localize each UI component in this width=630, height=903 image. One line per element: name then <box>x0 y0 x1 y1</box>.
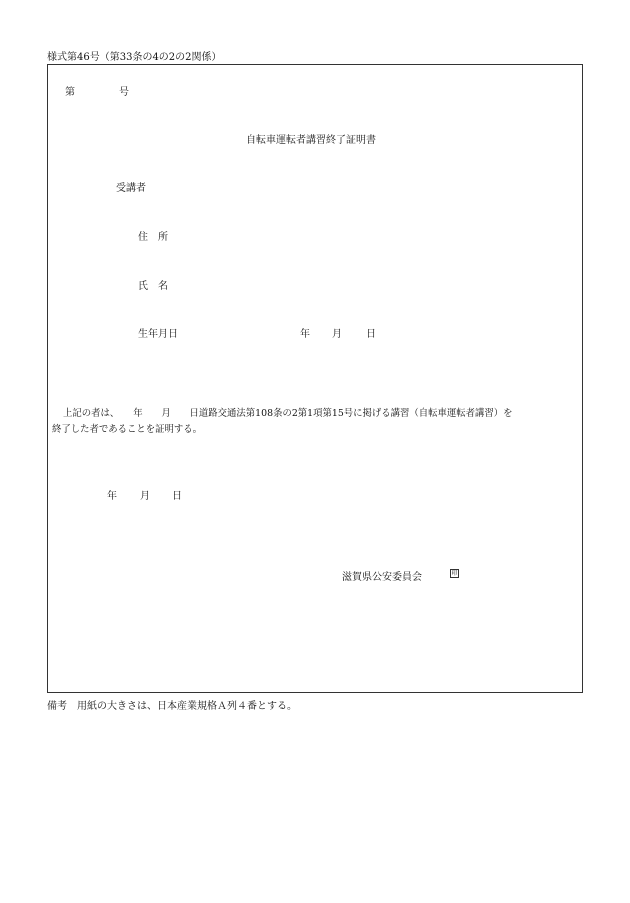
certificate-title: 自転車運転者講習終了証明書 <box>246 135 376 146</box>
birth-year-label: 年 <box>300 329 310 340</box>
name-label: 氏 名 <box>138 281 168 292</box>
certificate-frame <box>47 64 583 693</box>
statement-line-2: 終了した者であることを証明する。 <box>52 424 203 435</box>
issue-year-label: 年 <box>107 491 117 502</box>
statement-line-1: 上記の者は、 年 月 日道路交通法第108条の2第1項第15号に掲げる講習（自転車運転者講習）を <box>63 408 513 419</box>
issue-day-label: 日 <box>172 491 182 502</box>
certificate-number-prefix: 第 <box>65 87 75 98</box>
issuer-name: 滋賀県公安委員会 <box>342 572 422 583</box>
address-label: 住 所 <box>138 232 168 243</box>
issue-month-label: 月 <box>140 491 150 502</box>
form-label: 様式第46号（第33条の4の2の2関係） <box>47 52 222 63</box>
certificate-number-suffix: 号 <box>119 87 129 98</box>
birth-day-label: 日 <box>366 329 376 340</box>
seal-mark: 印 <box>451 570 458 577</box>
birthdate-label: 生年月日 <box>138 329 178 340</box>
trainee-label: 受講者 <box>116 183 146 194</box>
birth-month-label: 月 <box>332 329 342 340</box>
remarks-note: 備考 用紙の大きさは、日本産業規格Ａ列４番とする。 <box>47 701 297 712</box>
